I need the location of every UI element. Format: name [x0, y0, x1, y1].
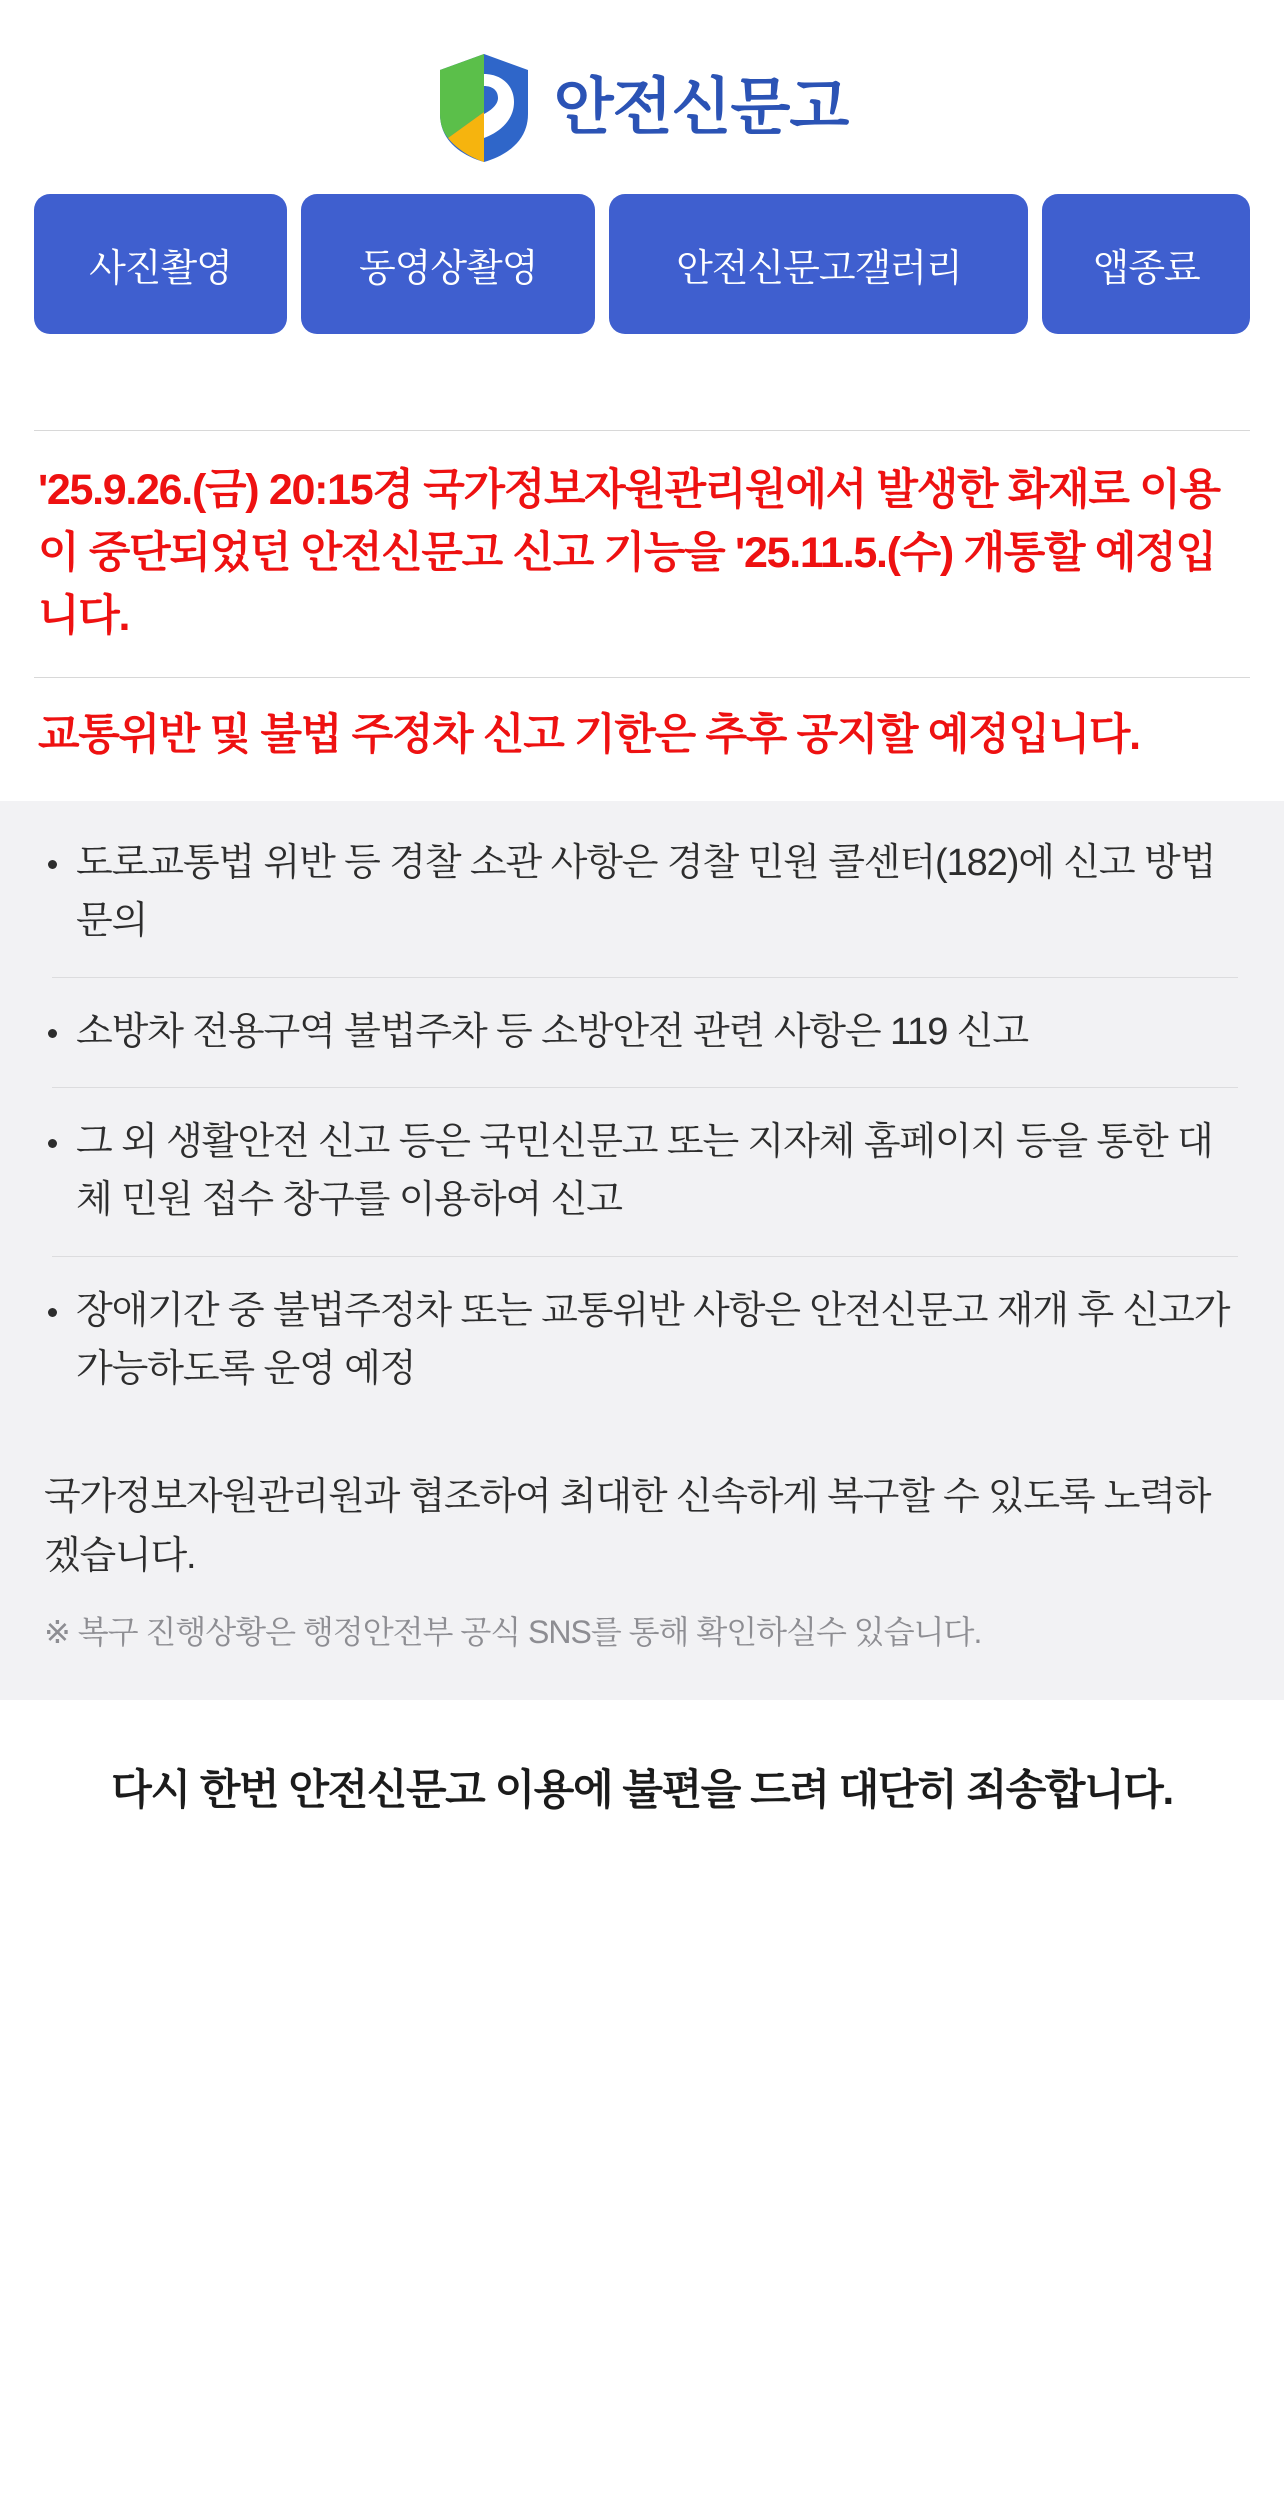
photo-capture-button[interactable]: 사진촬영: [34, 194, 287, 334]
exit-app-button[interactable]: 앱종료: [1042, 194, 1250, 334]
action-button-row: [0, 194, 1284, 334]
shield-icon: [436, 52, 532, 164]
gallery-button[interactable]: 안전신문고갤러리: [609, 194, 1028, 334]
app-header: [0, 0, 1284, 194]
list-item: 그 외 생활안전 신고 등은 국민신문고 또는 지자체 홈페이지 등을 통한 대체 민원 접수 창구를 이용하여 신고: [34, 1114, 1250, 1230]
list-item: 도로교통법 위반 등 경찰 소관 사항은 경찰 민원 콜센터(182)에 신고 방법 문의: [34, 835, 1250, 951]
recovery-statement: 국가정보자원관리원과 협조하여 최대한 신속하게 복구할 수 있도록 노력하겠습니다.: [44, 1476, 1211, 1578]
list-divider: [52, 977, 1238, 978]
sns-note: ※ 복구 진행상황은 행정안전부 공식 SNS를 통해 확인하실수 있습니다.: [44, 1614, 982, 1651]
list-divider: [52, 1256, 1238, 1257]
list-item: 소방차 전용구역 불법주차 등 소방안전 관련 사항은 119 신고: [34, 1004, 1250, 1062]
logo-text: 안전신문고: [553, 73, 849, 142]
logo: [436, 52, 848, 164]
list-divider: [52, 1087, 1238, 1088]
notice-secondary-text: 교통위반 및 불법 주정차 신고 기한은 추후 공지할 예정입니다.: [38, 711, 1140, 760]
notice-primary-text: '25.9.26.(금) 20:15경 국가정보자원관리원에서 발생한 화재로 이용이 중단되었던 안전신문고 신고 기능을 '25.11.5.(수) 개통할 예정입니다.: [38, 466, 1220, 640]
video-capture-button[interactable]: 동영상촬영: [301, 194, 595, 334]
info-panel: [0, 801, 1284, 1700]
list-item: 장애기간 중 불법주정차 또는 교통위반 사항은 안전신문고 재개 후 신고가 가능하도록 운영 예정: [34, 1283, 1250, 1399]
apology-text: 다시 한번 안전신문고 이용에 불편을 드려 대단히 죄송합니다.: [111, 1766, 1173, 1814]
guidance-list: [34, 835, 1250, 1398]
notice-section: [0, 430, 1284, 801]
